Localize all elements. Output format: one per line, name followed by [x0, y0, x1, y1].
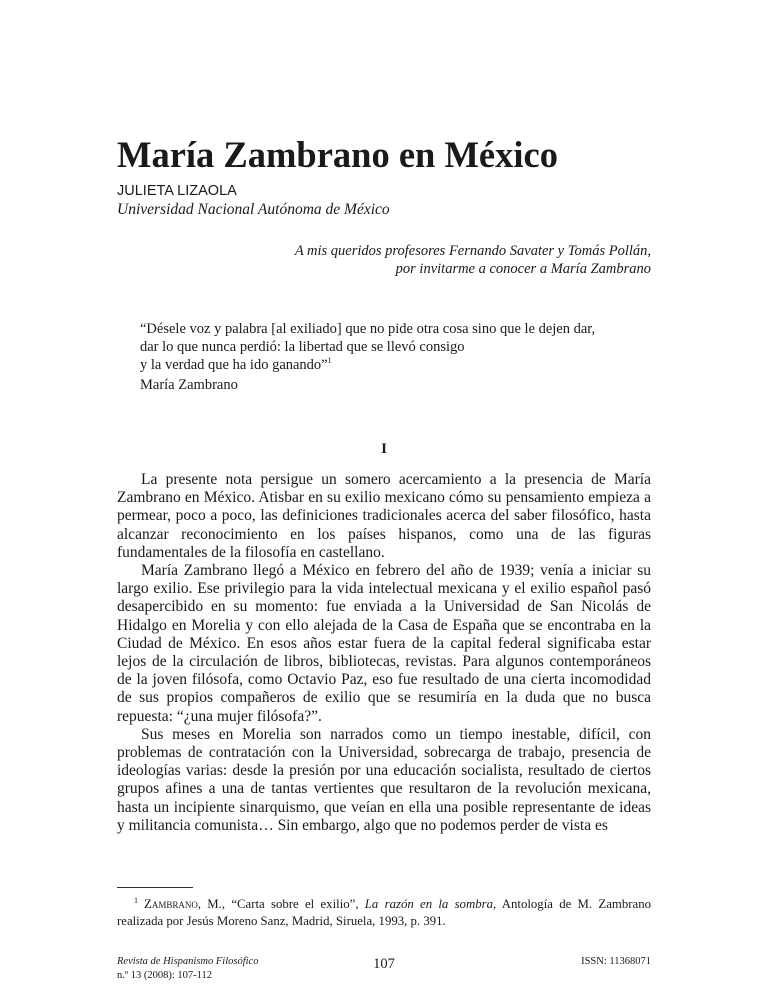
footnote-text: , M., “Carta sobre el exilio”,	[197, 897, 365, 911]
author-affiliation: Universidad Nacional Autónoma de México	[117, 201, 390, 218]
epigraph	[140, 320, 595, 374]
footnote-reference[interactable]: 1	[327, 356, 332, 366]
footnote-work-title: La razón en la sombra,	[364, 897, 497, 911]
footnote-number: 1	[134, 895, 138, 905]
footnote	[117, 896, 651, 930]
dedication-line: por invitarme a conocer a María Zambrano	[395, 261, 651, 277]
epigraph-author: María Zambrano	[140, 377, 238, 393]
page-number: 107	[373, 956, 395, 972]
footnote-divider	[117, 887, 193, 888]
epigraph-line: “Désele voz y palabra [al exiliado] que no pide otra cosa sino que le dejen dar,	[140, 321, 596, 337]
section-heading: I	[381, 441, 387, 457]
paragraph: María Zambrano llegó a México en febrero del año de 1939; venía a iniciar su largo exilio. Ese privilegio para la vida intelectual mexicana y el exilio español pasó desapercibido en su momento: fue enviada a la Universidad de San Nicolás de Hidalgo en Morelia y con ello alejada de la Casa de España que se encontraba en la Ciudad de México. En esos años estar fuera de la capital federal significaba estar lejos de la circulación de libros, bibliotecas, revistas. Para algunos contemporáneos de la joven filósofa, como Octavio Paz, eso fue resultado de una cierta incomodidad de sus propios compañeros de exilio que se resumiría en la duda que no busca repuesta: “¿una mujer filósofa?”.	[117, 562, 651, 725]
footnote-text: Antología de M. Zambrano realizada por Jesús Moreno Sanz, Madrid, Siruela, 1993, p. 391.	[117, 897, 651, 928]
article-title: María Zambrano en México	[117, 134, 558, 175]
issn: ISSN: 11368071	[581, 956, 651, 967]
dedication	[295, 242, 651, 278]
paragraph: Sus meses en Morelia son narrados como un tiempo inestable, difícil, con problemas de contratación con la Universidad, sobrecarga de trabajo, presencia de ideologías varias: desde la presión por una educación socialista, resultado de ciertos grupos afines a una de tantas vertientes que resultaron de la revolución mexicana, hasta un incipiente sinarquismo, que veían en ella una posible representante de ideas y militancia comunista… Sin embargo, algo que no podemos perder de vista es	[117, 725, 651, 834]
dedication-line: A mis queridos profesores Fernando Savater y Tomás Pollán,	[294, 243, 651, 259]
article-body	[117, 471, 651, 835]
paragraph: La presente nota persigue un somero acercamiento a la presencia de María Zambrano en México. Atisbar en su exilio mexicano cómo su pensamiento empieza a permear, poco a poco, las definiciones tradicionales acerca del saber filosófico, hasta alcanzar reconocimiento en los países hispanos, como una de las figuras fundamentales de la filosofía en castellano.	[117, 471, 651, 561]
journal-issue: n.º 13 (2008): 107-112	[117, 970, 213, 981]
epigraph-line-last	[140, 356, 595, 374]
epigraph-line: dar lo que nunca perdió: la libertad que se llevó consigo	[140, 339, 465, 355]
journal-name: Revista de Hispanismo Filosófico	[117, 956, 259, 967]
footnote-author: Zambrano	[144, 897, 198, 911]
author-name: JULIETA LIZAOLA	[117, 183, 237, 199]
epigraph-line: y la verdad que ha ido ganando”	[140, 357, 328, 373]
